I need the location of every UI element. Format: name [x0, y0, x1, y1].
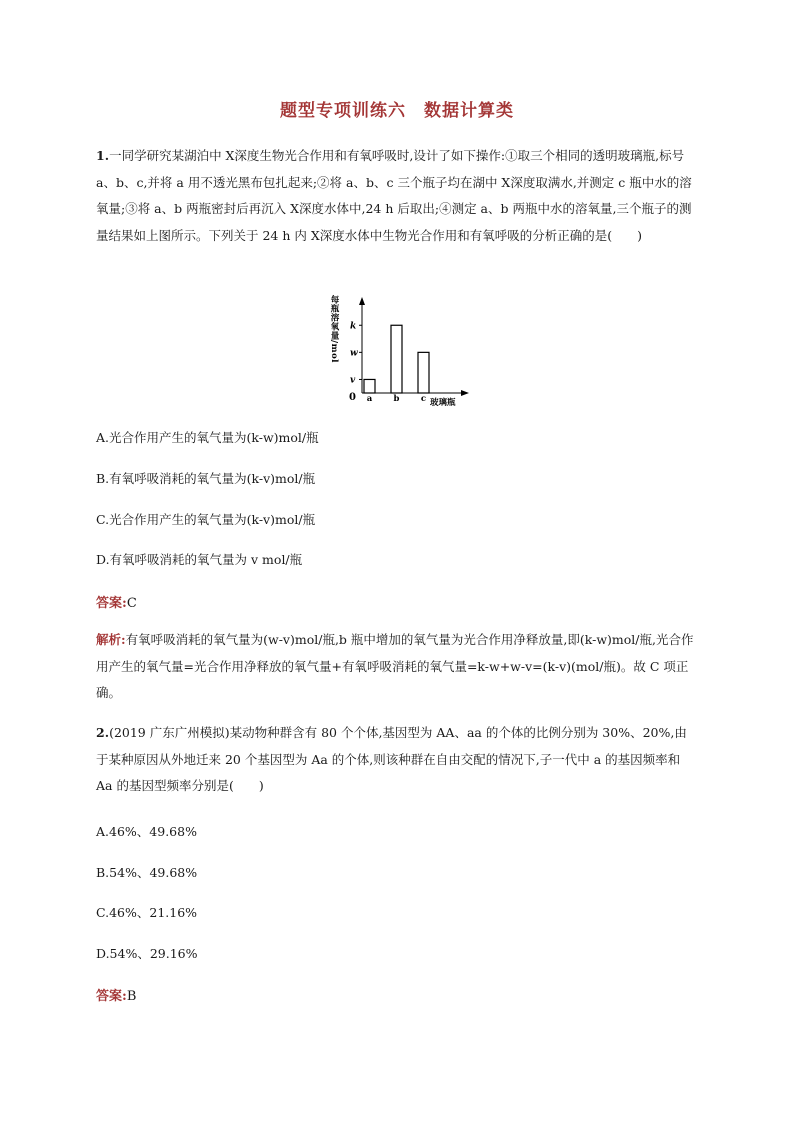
origin-label: 0: [349, 392, 356, 403]
question-2-number: 2.: [96, 725, 110, 740]
question-1-option-a[interactable]: A.光合作用产生的氧气量为(k-w)mol/瓶: [96, 430, 319, 445]
y-tick-label-v: v: [350, 375, 356, 386]
question-1-option-c[interactable]: C.光合作用产生的氧气量为(k-v)mol/瓶: [96, 512, 316, 527]
bar-c: [418, 352, 429, 393]
question-1-option-b[interactable]: B.有氧呼吸消耗的氧气量为(k-v)mol/瓶: [96, 471, 316, 486]
bar-a: [364, 379, 375, 393]
question-1-answer: [96, 592, 137, 611]
question-1-text: 一同学研究某湖泊中 X深度生物光合作用和有氧呼吸时,设计了如下操作:①取三个相同的透明玻璃瓶,标号 a、b、c,并将 a 用不透光黑布包扎起来;②将 a、b、c 三个瓶子均在湖中 X深度取满水,并测定 c 瓶中水的溶氧量;③将 a、b 两瓶密封后再沉入 X深度水体中,24 h 后取出;④测定 a、b 两瓶中水的溶氧量,三个瓶子的测量结果如上图所示。下列关于 24 h 内 X深度水体中生物光合作用和有氧呼吸的分析正确的是( ): [96, 148, 692, 243]
answer-value: C: [126, 596, 137, 611]
answer-value: B: [126, 989, 137, 1004]
analysis-text: 有氧呼吸消耗的氧气量为(w-v)mol/瓶,b 瓶中增加的氧气量为光合作用净释放量,即(k-w)mol/瓶,光合作用产生的氧气量=光合作用净释放的氧气量+有氧呼吸消耗的氧气量=k-w+w-v=(k-v)(mol/瓶)。故 C 项正确。: [96, 632, 694, 700]
y-axis-label: 每瓶溶氧量/mol: [329, 295, 339, 363]
answer-label: 答案:: [96, 989, 127, 1004]
y-axis-arrow: [359, 297, 365, 305]
x-axis-arrow: [461, 390, 469, 396]
y-tick-label-k: k: [350, 321, 357, 332]
x-tick-label-b: b: [393, 394, 400, 404]
page-title: 题型专项训练六 数据计算类: [280, 101, 514, 121]
question-1-analysis: [96, 627, 698, 707]
question-1-stem: [96, 143, 698, 249]
x-tick-label-a: a: [366, 394, 373, 404]
question-2-option-a[interactable]: A.46%、49.68%: [96, 824, 197, 839]
question-2-option-d[interactable]: D.54%、29.16%: [96, 946, 198, 961]
question-2-option-b[interactable]: B.54%、49.68%: [96, 865, 198, 880]
question-1-option-d[interactable]: D.有氧呼吸消耗的氧气量为 v mol/瓶: [96, 552, 303, 567]
question-2-answer: [96, 985, 136, 1004]
question-1-number: 1.: [96, 148, 110, 163]
question-2-option-c[interactable]: C.46%、21.16%: [96, 905, 198, 920]
x-tick-label-c: c: [420, 394, 427, 404]
question-2-text: (2019 广东广州模拟)某动物种群含有 80 个个体,基因型为 AA、aa 的个体的比例分别为 30%、20%,由于某种原因从外地迁来 20 个基因型为 Aa 的个体,则该种群在自由交配的情况下,子一代中 a 的基因频率和 Aa 的基因型频率分别是( ): [96, 725, 687, 793]
answer-label: 答案:: [96, 596, 127, 611]
bar-b: [391, 325, 402, 393]
question-2-stem: [96, 720, 698, 800]
oxygen-bar-chart: [320, 293, 480, 413]
analysis-label: 解析:: [96, 632, 126, 647]
y-tick-label-w: w: [350, 348, 358, 359]
x-axis-label: 玻璃瓶: [430, 398, 456, 408]
